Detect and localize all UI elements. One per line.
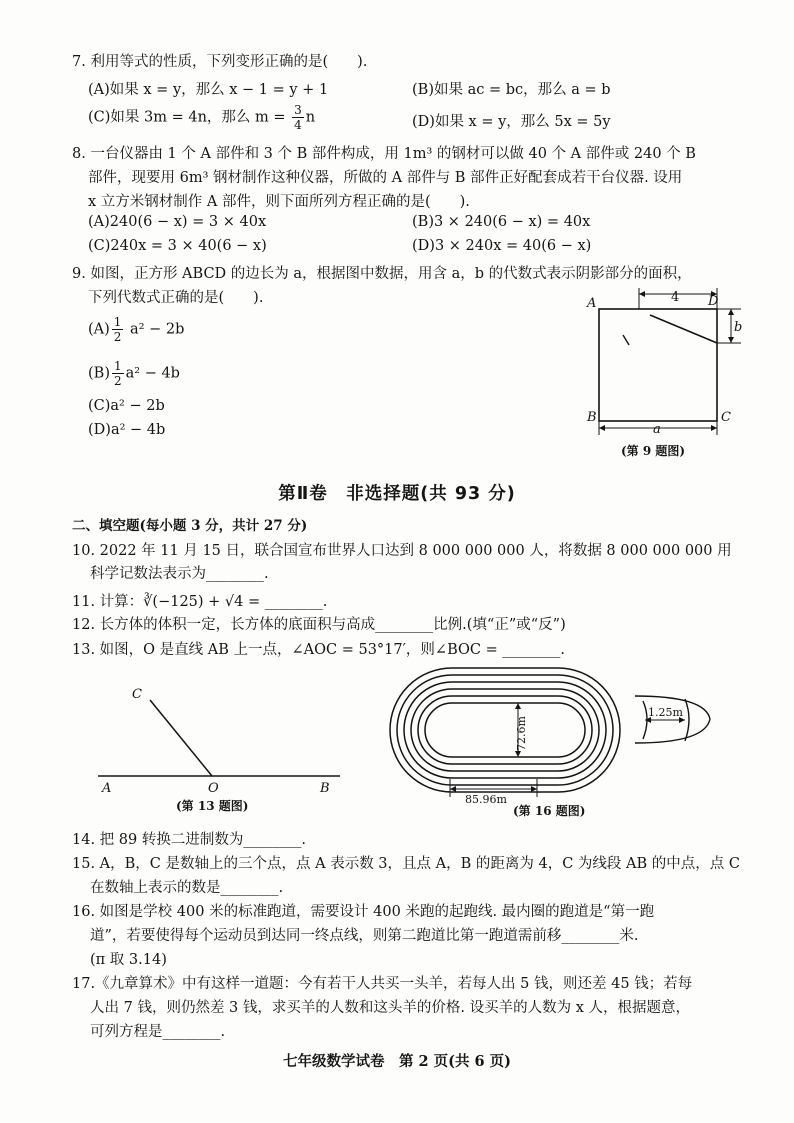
q7-option-a: (A)如果 x = y，那么 x − 1 = y + 1	[88, 82, 329, 98]
label-length: 85.96m	[465, 793, 507, 806]
q9-option-d: (D)a² − 4b	[88, 422, 166, 438]
q8-line3: x 立方米钢材制作 A 部件，则下面所列方程正确的是( ).	[88, 194, 470, 210]
label-c: C	[721, 410, 731, 425]
fraction: $\frac{1}{2}$	[113, 359, 122, 388]
q8-option-d: (D)3 × 240x = 40(6 − x)	[412, 238, 592, 254]
figure-13-angle	[90, 680, 350, 820]
q15-line1: 15. A，B，C 是数轴上的三个点，点 A 表示数 3，且点 A，B 的距离为 4，C 为线段 AB 的中点，点 C	[72, 856, 740, 872]
q9-line1: 9. 如图，正方形 ABCD 的边长为 a，根据图中数据，用含 a，b 的代数式表示阴影部分的面积，	[72, 266, 692, 282]
q7-option-b: (B)如果 ac = bc，那么 a = b	[412, 82, 611, 98]
label-b: B	[587, 410, 597, 425]
q11: 11. 计算：∛(−125) + √4 = ________.	[72, 594, 328, 610]
square-abcd	[599, 309, 717, 421]
figure-16-caption: (第 16 题图)	[513, 804, 586, 818]
fill-blank-heading: 二、填空题(每小题 3 分，共计 27 分)	[72, 518, 308, 534]
q8-line1: 8. 一台仪器由 1 个 A 部件和 3 个 B 部件构成，用 1m³ 的钢材可以做 40 个 A 部件或 240 个 B	[72, 146, 696, 162]
q8-option-b: (B)3 × 240(6 − x) = 40x	[412, 214, 591, 230]
label-height: 72.6m	[515, 716, 528, 751]
label-lane-width: 1.25m	[648, 706, 683, 719]
q16-line2: 道”，若要使得每个运动员到达同一终点线，则第二跑道比第一跑道需前移________米.	[90, 928, 639, 944]
label-b: B	[320, 781, 330, 796]
q8-line2: 部件，现要用 6m³ 钢材制作这种仪器，所做的 A 部件与 B 部件正好配套成若干台仪器. 设用	[88, 170, 683, 186]
q7-option-d: (D)如果 x = y，那么 5x = 5y	[412, 114, 611, 130]
q17-line2: 人出 7 钱，则仍然差 3 钱，求买羊的人数和这头羊的价格. 设买羊的人数为 x 人，根据题意，	[90, 1000, 690, 1016]
q17-line3: 可列方程是________.	[90, 1024, 226, 1040]
figure-9-square	[575, 285, 755, 465]
q8-option-a: (A)240(6 − x) = 3 × 40x	[88, 214, 267, 230]
tick-mark	[623, 335, 629, 345]
q12: 12. 长方体的体积一定，长方体的底面积与高成________比例.(填“正”或“反”)	[72, 617, 566, 633]
q9-option-c: (C)a² − 2b	[88, 398, 165, 414]
label-side-b: b	[734, 320, 743, 335]
q15-line2: 在数轴上表示的数是________.	[90, 880, 284, 896]
q10-line1: 10. 2022 年 11 月 15 日，联合国宣布世界人口达到 8 000 000 000 人，将数据 8 000 000 000 用	[72, 543, 732, 559]
q8-option-c: (C)240x = 3 × 40(6 − x)	[88, 238, 267, 254]
section-2-title: 第Ⅱ卷 非选择题(共 93 分)	[278, 484, 516, 504]
fraction: $\frac{1}{2}$	[113, 315, 122, 344]
q16-line1: 16. 如图是学校 400 米的标准跑道，需要设计 400 米跑的起跑线. 最内圈的跑道是“第一跑	[72, 904, 655, 920]
label-c: C	[132, 687, 142, 702]
label-a: A	[587, 296, 597, 311]
label-d: D	[708, 294, 719, 309]
q17-line1: 17.《九章算术》中有这样一道题：今有若干人共买一头羊，若每人出 5 钱，则还差 45 钱；若每	[72, 976, 693, 992]
q7-option-c: (C)如果 3m = 4n，那么 m = $\frac{3}{4}$ n	[88, 103, 316, 132]
q7-stem: 7. 利用等式的性质，下列变形正确的是( ).	[72, 54, 368, 70]
ray-oc	[150, 700, 212, 776]
q9-option-b: (B) $\frac{1}{2}$ a² − 4b	[88, 359, 180, 388]
figure-13-caption: (第 13 题图)	[176, 799, 249, 813]
q9-line2: 下列代数式正确的是( ).	[88, 290, 264, 306]
q16-line3: (π 取 3.14)	[90, 952, 167, 968]
q10-line2: 科学记数法表示为________.	[90, 566, 269, 582]
figure-9-caption: (第 9 题图)	[621, 444, 686, 458]
q13: 13. 如图，O 是直线 AB 上一点，∠AOC = 53°17′，则∠BOC = ________.	[72, 642, 565, 658]
fraction: $\frac{3}{4}$	[294, 103, 302, 132]
label-4: 4	[671, 290, 680, 305]
q9-option-a: (A) $\frac{1}{2}$ a² − 2b	[88, 315, 185, 344]
q14: 14. 把 89 转换二进制数为________.	[72, 832, 306, 848]
page-footer: 七年级数学试卷 第 2 页(共 6 页)	[282, 1053, 512, 1070]
label-a: A	[102, 781, 112, 796]
label-o: O	[208, 781, 219, 796]
label-bottom-a: a	[653, 422, 661, 437]
track-lanes	[390, 668, 620, 792]
figure-16-track	[385, 663, 730, 823]
diagonal-line	[650, 315, 717, 343]
q7-option-c-text: (C)如果 3m = 4n，那么 m =	[88, 109, 286, 126]
